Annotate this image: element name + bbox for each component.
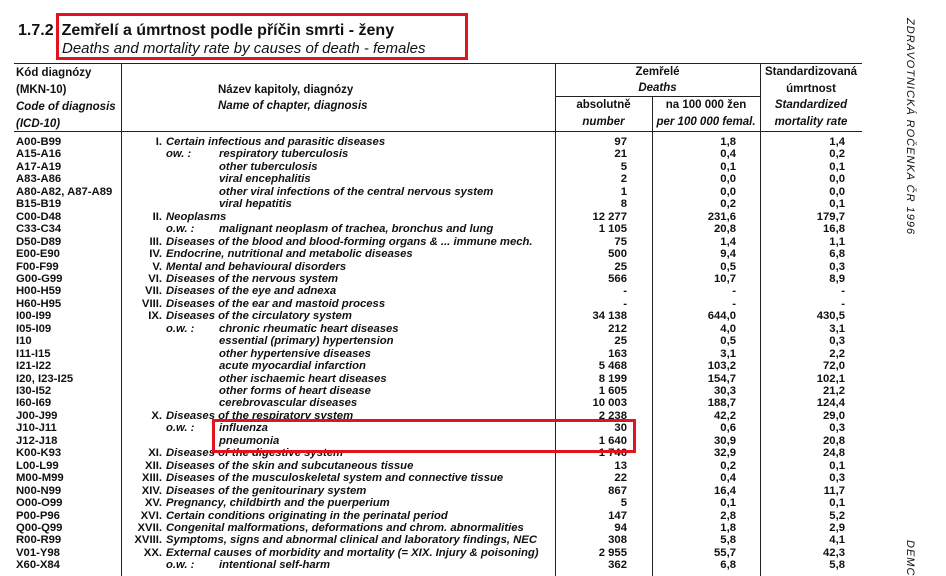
diagnosis-name: Certain conditions originating in the perinatal period — [166, 509, 448, 522]
diagnosis-code: J10-J11 — [16, 422, 57, 435]
deaths-per-100000: 231,6 — [707, 210, 736, 223]
diagnosis-code: I20, I23-I25 — [16, 372, 74, 385]
diagnosis-name: Diseases of the nervous system — [166, 272, 339, 285]
diagnosis-name: Diseases of the genitourinary system — [166, 484, 367, 497]
standardized-rate: 0,1 — [829, 198, 845, 211]
table-row — [0, 335, 946, 348]
deaths-per-100000: 1,8 — [720, 136, 736, 148]
diagnosis-name: essential (primary) hypertension — [219, 335, 394, 348]
chapter-roman-numeral: II. — [152, 210, 162, 223]
diagnosis-code: C33-C34 — [16, 223, 62, 236]
deaths-absolute: 25 — [614, 335, 627, 348]
diagnosis-code: I21-I22 — [16, 360, 52, 373]
col-chapter-en: Name of chapter, diagnosis — [218, 100, 368, 112]
diagnosis-name: Diseases of the digestive system — [166, 447, 344, 460]
deaths-absolute: 163 — [608, 347, 627, 360]
deaths-absolute: 1 605 — [598, 385, 627, 397]
deaths-absolute: 2 955 — [598, 546, 627, 559]
diagnosis-name: cerebrovascular diseases — [219, 397, 358, 410]
diagnosis-code: V01-Y98 — [16, 546, 60, 559]
diagnosis-name: viral encephalitis — [219, 173, 311, 186]
diagnosis-name: Neoplasms — [166, 210, 227, 223]
diagnosis-name: Diseases of the respiratory system — [166, 409, 354, 422]
diagnosis-name: respiratory tuberculosis — [219, 148, 349, 161]
table-row — [0, 510, 946, 523]
deaths-per-100000: 0,4 — [720, 472, 736, 485]
table-row — [0, 198, 946, 211]
deaths-absolute: 5 — [620, 497, 627, 510]
diagnosis-name: Pregnancy, childbirth and the puerperium — [166, 497, 390, 510]
standardized-rate: 24,8 — [823, 447, 845, 460]
diagnosis-code: C00-D48 — [16, 210, 62, 223]
chapter-roman-numeral: XVIII. — [134, 534, 162, 547]
title-highlight-box — [56, 13, 468, 60]
standardized-rate: 2,2 — [829, 347, 845, 360]
deaths-per-100000: 6,8 — [720, 559, 736, 572]
standardized-rate: 29,0 — [823, 409, 845, 422]
diagnosis-code: A15-A16 — [16, 148, 62, 161]
chapter-roman-numeral: VIII. — [141, 297, 162, 310]
deaths-absolute: 1 640 — [598, 434, 627, 447]
of-which-label: o.w. : — [166, 559, 195, 572]
diagnosis-code: B15-B19 — [16, 198, 62, 211]
deaths-absolute: 1 105 — [598, 223, 627, 236]
diagnosis-name: other viral infections of the central nervous system — [219, 185, 494, 198]
diagnosis-code: K00-K93 — [16, 447, 62, 460]
diagnosis-code: F00-F99 — [16, 260, 59, 273]
table-subtitle: Deaths and mortality rate by causes of death - females — [62, 40, 426, 57]
diagnosis-code: E00-E90 — [16, 248, 60, 261]
deaths-absolute: 566 — [608, 272, 627, 285]
deaths-absolute: 12 277 — [592, 210, 627, 223]
deaths-absolute: 30 — [614, 422, 627, 435]
table-row — [0, 485, 946, 498]
chapter-roman-numeral: III. — [149, 235, 162, 248]
standardized-rate: 0,0 — [829, 185, 845, 198]
table-row — [0, 360, 946, 373]
diagnosis-code: Q00-Q99 — [16, 521, 63, 534]
deaths-per-100000: 0,4 — [720, 148, 736, 161]
diagnosis-code: D50-D89 — [16, 235, 62, 248]
col-std-cz: Standardizovaná — [764, 66, 858, 78]
diagnosis-code: L00-L99 — [16, 459, 59, 472]
deaths-per-100000: - — [732, 285, 736, 298]
diagnosis-name: Diseases of the ear and mastoid process — [166, 297, 386, 310]
deaths-absolute: 75 — [614, 235, 627, 248]
table-row — [0, 285, 946, 298]
deaths-per-100000: 5,8 — [720, 534, 736, 547]
table-row — [0, 136, 946, 149]
chapter-roman-numeral: XV. — [144, 497, 162, 510]
standardized-rate: 72,0 — [823, 360, 845, 373]
standardized-rate: 0,0 — [829, 173, 845, 186]
diagnosis-code: A80-A82, A87-A89 — [16, 185, 113, 198]
deaths-per-100000: 0,2 — [720, 198, 736, 211]
col-per-cz: na 100 000 žen — [665, 99, 747, 111]
deaths-per-100000: 20,8 — [714, 223, 736, 236]
table-row — [0, 186, 946, 199]
col-code-cz-2: (MKN-10) — [16, 84, 67, 96]
deaths-absolute: 867 — [608, 484, 627, 497]
diagnosis-code: X60-X84 — [16, 559, 60, 572]
deaths-absolute: 5 — [620, 160, 627, 173]
diagnosis-code: G00-G99 — [16, 272, 63, 285]
table-row — [0, 497, 946, 510]
table-row — [0, 323, 946, 336]
header-bottom-rule — [14, 131, 862, 132]
deaths-absolute: 1 746 — [598, 447, 627, 460]
chapter-roman-numeral: XVII. — [137, 521, 162, 534]
table-row — [0, 261, 946, 274]
standardized-rate: 5,8 — [829, 559, 845, 572]
diagnosis-name: Congenital malformations, deformations and chrom. abnormalities — [166, 521, 524, 534]
deaths-per-100000: 10,7 — [714, 272, 736, 285]
diagnosis-name: Diseases of the skin and subcutaneous tissue — [166, 459, 414, 472]
col-deaths-cz: Zemřelé — [635, 66, 680, 78]
deaths-per-100000: 32,9 — [714, 447, 736, 460]
deaths-absolute: 1 — [620, 185, 627, 198]
deaths-absolute: 212 — [608, 322, 627, 335]
deaths-absolute: 2 238 — [598, 409, 627, 422]
header-top-rule — [14, 63, 862, 64]
diagnosis-name: Diseases of the blood and blood-forming organs & ... immune mech. — [166, 235, 533, 248]
deaths-absolute: 2 — [620, 173, 627, 186]
chapter-roman-numeral: VI. — [148, 272, 162, 285]
table-row — [0, 559, 946, 572]
diagnosis-code: N00-N99 — [16, 484, 62, 497]
table-row — [0, 248, 946, 261]
diagnosis-code: I30-I52 — [16, 385, 52, 397]
deaths-per-100000: - — [732, 297, 736, 310]
standardized-rate: 20,8 — [823, 434, 845, 447]
diagnosis-code: R00-R99 — [16, 534, 62, 547]
chapter-roman-numeral: IX. — [148, 310, 162, 323]
standardized-rate: 16,8 — [823, 223, 845, 236]
diagnosis-name: malignant neoplasm of trachea, bronchus and lung — [219, 223, 494, 236]
deaths-absolute: 5 468 — [598, 360, 627, 373]
standardized-rate: 0,1 — [829, 160, 845, 173]
standardized-rate: 102,1 — [816, 372, 845, 385]
chapter-roman-numeral: XVI. — [140, 509, 162, 522]
standardized-rate: 0,3 — [829, 422, 845, 435]
deaths-absolute: 147 — [608, 509, 627, 522]
diagnosis-name: Diseases of the eye and adnexa — [166, 285, 337, 298]
col-std-en: Standardized — [774, 99, 848, 111]
standardized-rate: 124,4 — [816, 397, 845, 410]
chapter-roman-numeral: IV. — [149, 248, 162, 261]
col-std-en-2: mortality rate — [774, 116, 848, 128]
diagnosis-code: H60-H95 — [16, 297, 62, 310]
standardized-rate: 0,3 — [829, 260, 845, 273]
diagnosis-name: Mental and behavioural disorders — [166, 260, 347, 273]
standardized-rate: 0,1 — [829, 459, 845, 472]
deaths-absolute: 8 — [620, 198, 627, 211]
deaths-per-100000: 0,1 — [720, 497, 736, 510]
table-row — [0, 460, 946, 473]
col-per-en: per 100 000 femal. — [656, 116, 756, 128]
col-abs-en: number — [582, 116, 625, 128]
deaths-absolute: 22 — [614, 472, 627, 485]
deaths-absolute: 25 — [614, 260, 627, 273]
chapter-roman-numeral: XI. — [148, 447, 162, 460]
of-which-label: o.w. : — [166, 322, 195, 335]
deaths-subheader-rule — [555, 96, 760, 97]
deaths-per-100000: 3,1 — [720, 347, 736, 360]
table-row — [0, 298, 946, 311]
diagnosis-name: Certain infectious and parasitic diseases — [166, 136, 386, 148]
diagnosis-name: other tuberculosis — [219, 160, 318, 173]
diagnosis-name: other hypertensive diseases — [219, 347, 371, 360]
deaths-absolute: 362 — [608, 559, 627, 572]
col-std-cz-2: úmrtnost — [786, 83, 836, 95]
of-which-label: ow. : — [166, 148, 192, 161]
diagnosis-name: Endocrine, nutritional and metabolic diseases — [166, 248, 413, 261]
table-row — [0, 373, 946, 386]
deaths-absolute: 500 — [608, 248, 627, 261]
col-abs-cz: absolutně — [576, 99, 631, 111]
chapter-roman-numeral: X. — [151, 409, 162, 422]
deaths-absolute: 34 138 — [592, 310, 627, 323]
diagnosis-name: other forms of heart disease — [219, 385, 371, 397]
deaths-per-100000: 30,9 — [714, 434, 736, 447]
col-deaths-en: Deaths — [638, 82, 677, 94]
deaths-per-100000: 0,0 — [720, 185, 736, 198]
table-row — [0, 161, 946, 174]
standardized-rate: 430,5 — [816, 310, 845, 323]
table-row — [0, 211, 946, 224]
standardized-rate: 0,1 — [829, 497, 845, 510]
diagnosis-code: I10 — [16, 335, 32, 348]
diagnosis-name: pneumonia — [219, 434, 280, 447]
table-title-text: Zemřelí a úmrtnost podle příčin smrti - ženy — [61, 22, 395, 39]
deaths-per-100000: 0,2 — [720, 459, 736, 472]
deaths-per-100000: 0,5 — [720, 335, 736, 348]
diagnosis-name: acute myocardial infarction — [219, 360, 366, 373]
diagnosis-code: I60-I69 — [16, 397, 52, 410]
standardized-rate: 0,3 — [829, 335, 845, 348]
diagnosis-code: H00-H59 — [16, 285, 62, 298]
deaths-per-100000: 103,2 — [707, 360, 736, 373]
chapter-roman-numeral: V. — [152, 260, 162, 273]
standardized-rate: 42,3 — [823, 546, 845, 559]
standardized-rate: 11,7 — [823, 484, 845, 497]
diagnosis-code: O00-O99 — [16, 497, 63, 510]
side-text-demography: DEMC — [904, 540, 916, 576]
table-row — [0, 547, 946, 560]
deaths-per-100000: 9,4 — [720, 248, 736, 261]
deaths-per-100000: 154,7 — [707, 372, 736, 385]
standardized-rate: 4,1 — [829, 534, 845, 547]
standardized-rate: 179,7 — [816, 210, 845, 223]
chapter-roman-numeral: XIV. — [141, 484, 162, 497]
diagnosis-name: Diseases of the musculoskeletal system and connective tissue — [166, 472, 504, 485]
standardized-rate: 3,1 — [829, 322, 845, 335]
deaths-per-100000: 4,0 — [720, 322, 736, 335]
deaths-per-100000: 55,7 — [714, 546, 736, 559]
standardized-rate: 0,2 — [829, 148, 845, 161]
col-code-en: Code of diagnosis — [16, 101, 116, 113]
diagnosis-code: M00-M99 — [16, 472, 64, 485]
deaths-per-100000: 42,2 — [714, 409, 736, 422]
diagnosis-code: I00-I99 — [16, 310, 52, 323]
table-row — [0, 472, 946, 485]
diagnosis-name: viral hepatitis — [219, 198, 292, 211]
of-which-label: o.w. : — [166, 422, 195, 435]
table-row — [0, 236, 946, 249]
deaths-absolute: 8 199 — [598, 372, 627, 385]
diagnosis-name: other ischaemic heart diseases — [219, 372, 387, 385]
deaths-absolute: - — [623, 297, 627, 310]
diagnosis-name: Diseases of the circulatory system — [166, 310, 352, 323]
diagnosis-code: J00-J99 — [16, 409, 58, 422]
diagnosis-name: chronic rheumatic heart diseases — [219, 322, 399, 335]
table-row — [0, 348, 946, 361]
deaths-absolute: - — [623, 285, 627, 298]
diagnosis-name: External causes of morbidity and mortality (= XIX. Injury & poisoning) — [166, 546, 539, 559]
table-row — [0, 310, 946, 323]
deaths-absolute: 308 — [608, 534, 627, 547]
chapter-roman-numeral: XX. — [143, 546, 162, 559]
diagnosis-code: I05-I09 — [16, 322, 52, 335]
diagnosis-name: influenza — [219, 422, 268, 435]
table-number: 1.7.2 — [18, 22, 54, 39]
chapter-roman-numeral: I. — [155, 136, 162, 148]
deaths-per-100000: 1,4 — [720, 235, 736, 248]
deaths-per-100000: 2,8 — [720, 509, 736, 522]
chapter-roman-numeral: XII. — [145, 459, 162, 472]
standardized-rate: 6,8 — [829, 248, 845, 261]
standardized-rate: 21,2 — [823, 385, 845, 397]
deaths-per-100000: 644,0 — [707, 310, 736, 323]
deaths-per-100000: 0,1 — [720, 160, 736, 173]
standardized-rate: 5,2 — [829, 509, 845, 522]
diagnosis-name: intentional self-harm — [219, 559, 331, 572]
col-code-en-2: (ICD-10) — [16, 118, 61, 130]
table-row — [0, 522, 946, 535]
of-which-label: o.w. : — [166, 223, 195, 236]
deaths-absolute: 21 — [614, 148, 627, 161]
deaths-absolute: 97 — [614, 136, 627, 148]
table-row — [0, 385, 946, 398]
side-text-yearbook: ZDRAVOTNICKÁ ROČENKA ČR 1996 — [904, 18, 916, 236]
deaths-absolute: 94 — [614, 521, 627, 534]
deaths-per-100000: 0,5 — [720, 260, 736, 273]
standardized-rate: 2,9 — [829, 521, 845, 534]
table-row — [0, 273, 946, 286]
diagnosis-name: Symptoms, signs and abnormal clinical and laboratory findings, NEC — [166, 534, 537, 547]
diagnosis-code: I11-I15 — [16, 347, 51, 360]
diagnosis-code: A00-B99 — [16, 136, 62, 148]
standardized-rate: 0,3 — [829, 472, 845, 485]
standardized-rate: 8,9 — [829, 272, 845, 285]
deaths-per-100000: 30,3 — [714, 385, 736, 397]
diagnosis-code: J12-J18 — [16, 434, 58, 447]
table-row — [0, 173, 946, 186]
deaths-per-100000: 0,0 — [720, 173, 736, 186]
deaths-per-100000: 16,4 — [714, 484, 736, 497]
standardized-rate: 1,1 — [829, 235, 845, 248]
table-row — [0, 397, 946, 410]
deaths-absolute: 13 — [614, 459, 627, 472]
col-chapter-cz: Název kapitoly, diagnózy — [218, 84, 354, 96]
diagnosis-code: A83-A86 — [16, 173, 62, 186]
deaths-per-100000: 0,6 — [720, 422, 736, 435]
diagnosis-code: A17-A19 — [16, 160, 62, 173]
diagnosis-code: P00-P96 — [16, 509, 60, 522]
col-code-cz: Kód diagnózy — [16, 67, 92, 79]
influenza-pneumonia-highlight-box — [212, 419, 636, 453]
chapter-roman-numeral: VII. — [145, 285, 162, 298]
table-row — [0, 223, 946, 236]
deaths-per-100000: 1,8 — [720, 521, 736, 534]
chapter-roman-numeral: XIII. — [141, 472, 162, 485]
deaths-absolute: 10 003 — [592, 397, 627, 410]
standardized-rate: - — [841, 297, 845, 310]
table-row — [0, 534, 946, 547]
table-row — [0, 148, 946, 161]
deaths-per-100000: 188,7 — [707, 397, 736, 410]
standardized-rate: 1,4 — [829, 136, 845, 148]
standardized-rate: - — [841, 285, 845, 298]
